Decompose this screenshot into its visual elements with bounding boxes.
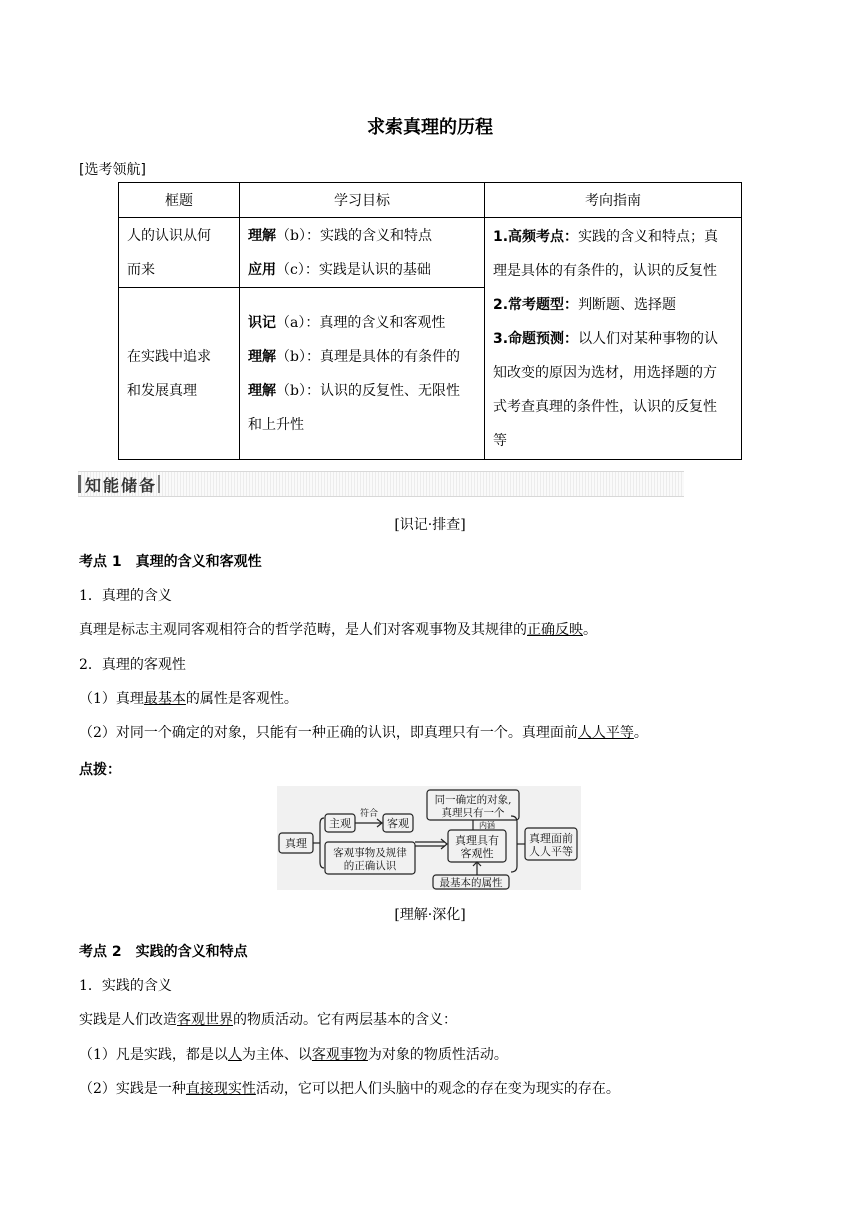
guide-text: 理是具体的有条件的，认识的反复性: [493, 262, 717, 279]
text-span: 。: [583, 622, 597, 638]
goal-line: [248, 219, 476, 253]
subheading: 1．真理的含义: [79, 588, 172, 604]
paragraph: [79, 619, 597, 639]
goal-line: [248, 253, 476, 287]
goal-text: （c）：实践是认识的基础: [276, 261, 431, 278]
banner-bar: [78, 475, 81, 493]
section-label: [理解·深化]: [394, 907, 466, 923]
text-span: 的属性是客观性。: [185, 691, 298, 707]
topic-line: 和发展真理: [127, 382, 197, 399]
section-banner: [78, 471, 684, 497]
text-span: （1）凡是实践，都是以: [79, 1047, 228, 1063]
goal-level: 识记: [248, 314, 276, 331]
equality-text-line: 真理面前: [529, 832, 573, 845]
underlined-term: 人: [227, 1047, 242, 1063]
goal-level: 理解: [248, 227, 276, 244]
text-span: 的物质活动。它有两层基本的含义：: [233, 1012, 457, 1028]
topic-line: 人的认识从何: [127, 227, 211, 244]
correct-text-line: 的正确认识: [343, 860, 397, 872]
table-row: [119, 218, 742, 288]
fit-text: 符合: [359, 809, 379, 819]
text-span: 。: [633, 725, 648, 741]
subjective-text: 主观: [329, 817, 351, 830]
text-span: 实践是人们改造: [79, 1012, 177, 1028]
basic-attribute-text: 最基本的属性: [439, 877, 503, 889]
subheading: 2．真理的客观性: [79, 657, 186, 673]
content-text: 内涵: [479, 821, 495, 830]
goal-text: （b）：认识的反复性、无限性: [276, 382, 460, 399]
objectivity-text-line: 客观性: [460, 847, 494, 860]
paragraph: [79, 1009, 457, 1029]
goal-line: [248, 408, 476, 442]
guide-line: [493, 424, 733, 458]
guide-line: [493, 254, 733, 288]
paragraph: [79, 722, 648, 742]
guide-line: [493, 220, 733, 254]
header-goals: 学习目标: [240, 183, 485, 218]
guide-text: 等: [493, 432, 507, 449]
guide-text: 以人们对某种事物的认: [578, 330, 719, 347]
underlined-term: 客观世界: [177, 1012, 233, 1028]
objective-text: 客观: [387, 817, 409, 830]
header-guide: 考向指南: [485, 183, 742, 218]
goal-line: [248, 374, 476, 408]
guide-line: [493, 288, 733, 322]
right-brace: [511, 816, 517, 872]
guide-text: 判断题、选择题: [578, 296, 677, 313]
underlined-term: 人人平等: [577, 725, 634, 741]
text-span: 真理是标志主观同客观相符合的哲学范畴，是人们对客观事物及其规律的: [79, 622, 527, 638]
guide-line: [493, 390, 733, 424]
equality-text-line: 人人平等: [529, 845, 573, 858]
only-one-text-line: 真理只有一个: [441, 807, 505, 819]
paragraph: [79, 688, 298, 708]
objectivity-text-line: 真理具有: [455, 834, 499, 847]
diagram-svg: [277, 786, 581, 890]
concept-diagram: [277, 786, 581, 890]
topic-line: 在实践中追求: [127, 348, 211, 365]
table-header-row: [119, 183, 742, 218]
nav-label: [选考领航]: [79, 162, 146, 178]
banner-separator: [158, 475, 160, 493]
guide-text: 式考查真理的条件性，认识的反复性: [493, 398, 717, 415]
goal-level: 理解: [248, 348, 276, 365]
goal-level: 理解: [248, 382, 276, 399]
topic-line: 而来: [127, 261, 155, 278]
guide-lead: 3.命题预测：: [493, 330, 579, 347]
text-span: （2）实践是一种: [79, 1081, 186, 1097]
subheading: 1．实践的含义: [79, 978, 172, 994]
underlined-term: 最基本: [143, 691, 186, 707]
paragraph: [79, 1044, 508, 1064]
guide-cell: [485, 218, 742, 460]
goal-text: （b）：实践的含义和特点: [276, 227, 432, 244]
goals-cell: [240, 288, 485, 460]
text-span: （1）真理: [79, 691, 144, 707]
text-span: 活动，它可以把人们头脑中的观念的存在变为现实的存在。: [255, 1081, 620, 1097]
paragraph: [79, 1078, 620, 1098]
topic-cell: [119, 218, 240, 288]
guide-line: [493, 356, 733, 390]
goal-level: 应用: [248, 261, 276, 278]
goals-cell: [240, 218, 485, 288]
banner-text: 知能储备: [85, 476, 158, 495]
text-span: 为主体、以: [241, 1047, 312, 1063]
header-topic: 框题: [119, 183, 240, 218]
only-one-text-line: 同一确定的对象,: [434, 794, 512, 806]
guide-line: [493, 322, 733, 356]
page-title: 求索真理的历程: [367, 117, 493, 138]
left-brace: [320, 818, 324, 868]
correct-text-line: 客观事物及规律: [333, 847, 407, 859]
topic-cell: [119, 288, 240, 460]
study-guide-table: [118, 182, 742, 460]
underlined-term: 直接现实性: [185, 1081, 256, 1097]
underlined-term: 客观事物: [311, 1047, 368, 1063]
goal-line: [248, 340, 476, 374]
tip-label: 点拨：: [79, 762, 121, 778]
section-label: [识记·排查]: [394, 517, 466, 533]
text-span: （2）对同一个确定的对象，只能有一种正确的认识，即真理只有一个。真理面前: [79, 725, 578, 741]
goal-line: [248, 306, 476, 340]
goal-text: （b）：真理是具体的有条件的: [276, 348, 460, 365]
guide-lead: 1.高频考点：: [493, 228, 579, 245]
guide-lead: 2.常考题型：: [493, 296, 579, 313]
text-span: 为对象的物质性活动。: [367, 1047, 508, 1063]
point-heading: 考点 2 实践的含义和特点: [79, 944, 248, 960]
goal-text: 和上升性: [248, 416, 304, 433]
guide-text: 知改变的原因为选材，用选择题的方: [493, 364, 717, 381]
truth-text: 真理: [285, 837, 307, 850]
guide-text: 实践的含义和特点；真: [578, 228, 719, 245]
point-heading: 考点 1 真理的含义和客观性: [79, 554, 262, 570]
goal-text: （a）：真理的含义和客观性: [276, 314, 446, 331]
underlined-term: 正确反映: [527, 622, 583, 638]
